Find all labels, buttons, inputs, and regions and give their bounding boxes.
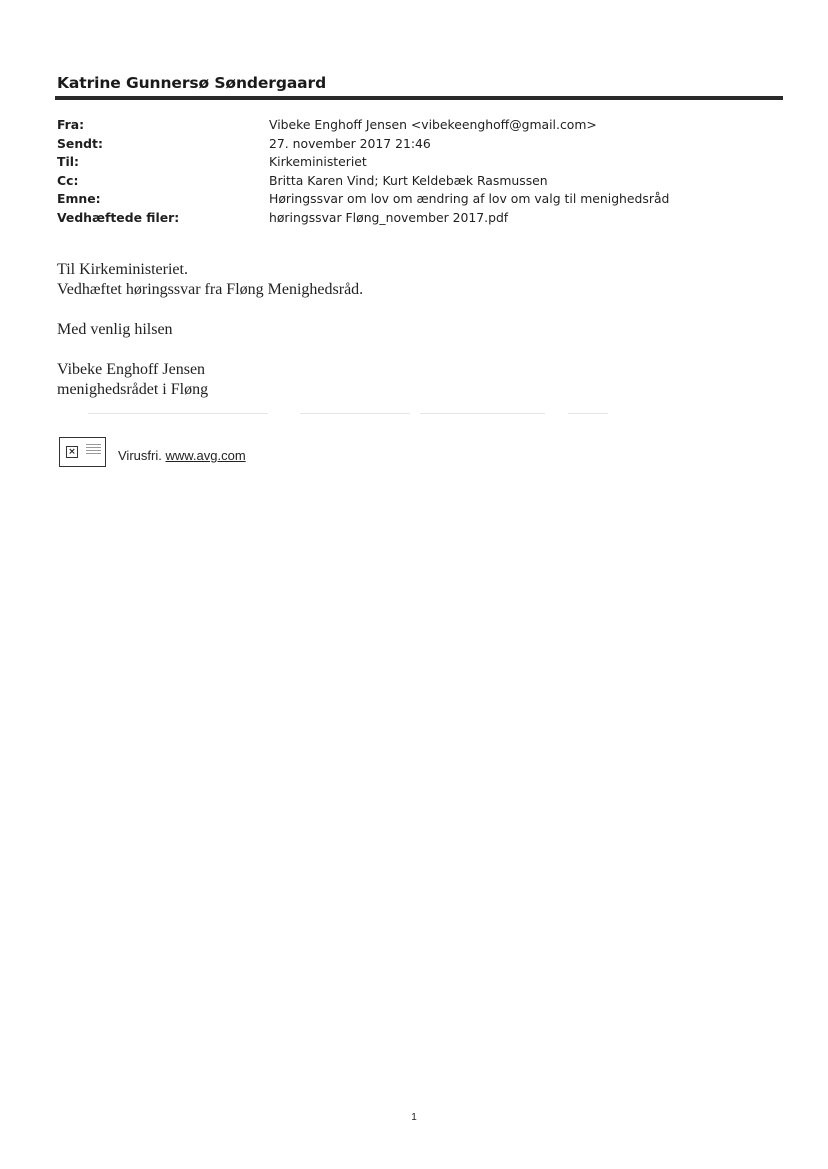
scan-artifact-line	[420, 413, 545, 414]
body-closing: Med venlig hilsen	[57, 321, 173, 338]
avg-link[interactable]: www.avg.com	[165, 447, 246, 463]
broken-image-icon: ×	[59, 437, 106, 467]
meta-row-attachments	[57, 209, 757, 228]
subject-value: Høringssvar om lov om ændring af lov om valg til menighedsråd	[269, 191, 670, 207]
sent-label: Sendt:	[57, 135, 103, 151]
subject-label: Emne:	[57, 191, 101, 207]
from-value: Vibeke Enghoff Jensen <vibekeenghoff@gmail.com>	[269, 117, 597, 132]
meta-row-cc	[57, 172, 757, 191]
header-divider	[55, 96, 783, 100]
sent-value: 27. november 2017 21:46	[269, 135, 431, 151]
email-body	[57, 260, 363, 400]
to-value: Kirkeministeriet	[269, 154, 367, 170]
attachments-value: høringssvar Fløng_november 2017.pdf	[269, 209, 509, 225]
scan-artifact-line	[568, 413, 608, 414]
body-line: Vedhæftet høringssvar fra Fløng Menighedsråd.	[57, 281, 364, 298]
virus-free-label: Virusfri.	[118, 447, 162, 463]
scan-artifact-line	[300, 413, 410, 414]
to-label: Til:	[57, 154, 79, 170]
meta-row-from	[57, 116, 757, 135]
meta-row-sent	[57, 135, 757, 154]
meta-row-subject	[57, 190, 757, 209]
from-label: Fra:	[57, 117, 85, 132]
virus-free-text	[118, 448, 246, 463]
sender-name: Vibeke Enghoff Jensen	[57, 361, 206, 378]
sender-organization: menighedsrådet i Fløng	[57, 381, 209, 398]
cc-label: Cc:	[57, 172, 79, 188]
meta-row-to	[57, 153, 757, 172]
mailbox-owner-name: Katrine Gunnersø Søndergaard	[57, 74, 327, 92]
body-greeting: Til Kirkeministeriet.	[57, 261, 188, 278]
page-number: 1	[411, 1112, 417, 1123]
attachments-label: Vedhæftede filer:	[57, 209, 180, 225]
email-metadata	[57, 116, 757, 228]
scan-artifact-line	[88, 413, 268, 414]
virus-free-signature	[59, 437, 246, 467]
cc-value: Britta Karen Vind; Kurt Keldebæk Rasmussen	[269, 172, 548, 188]
